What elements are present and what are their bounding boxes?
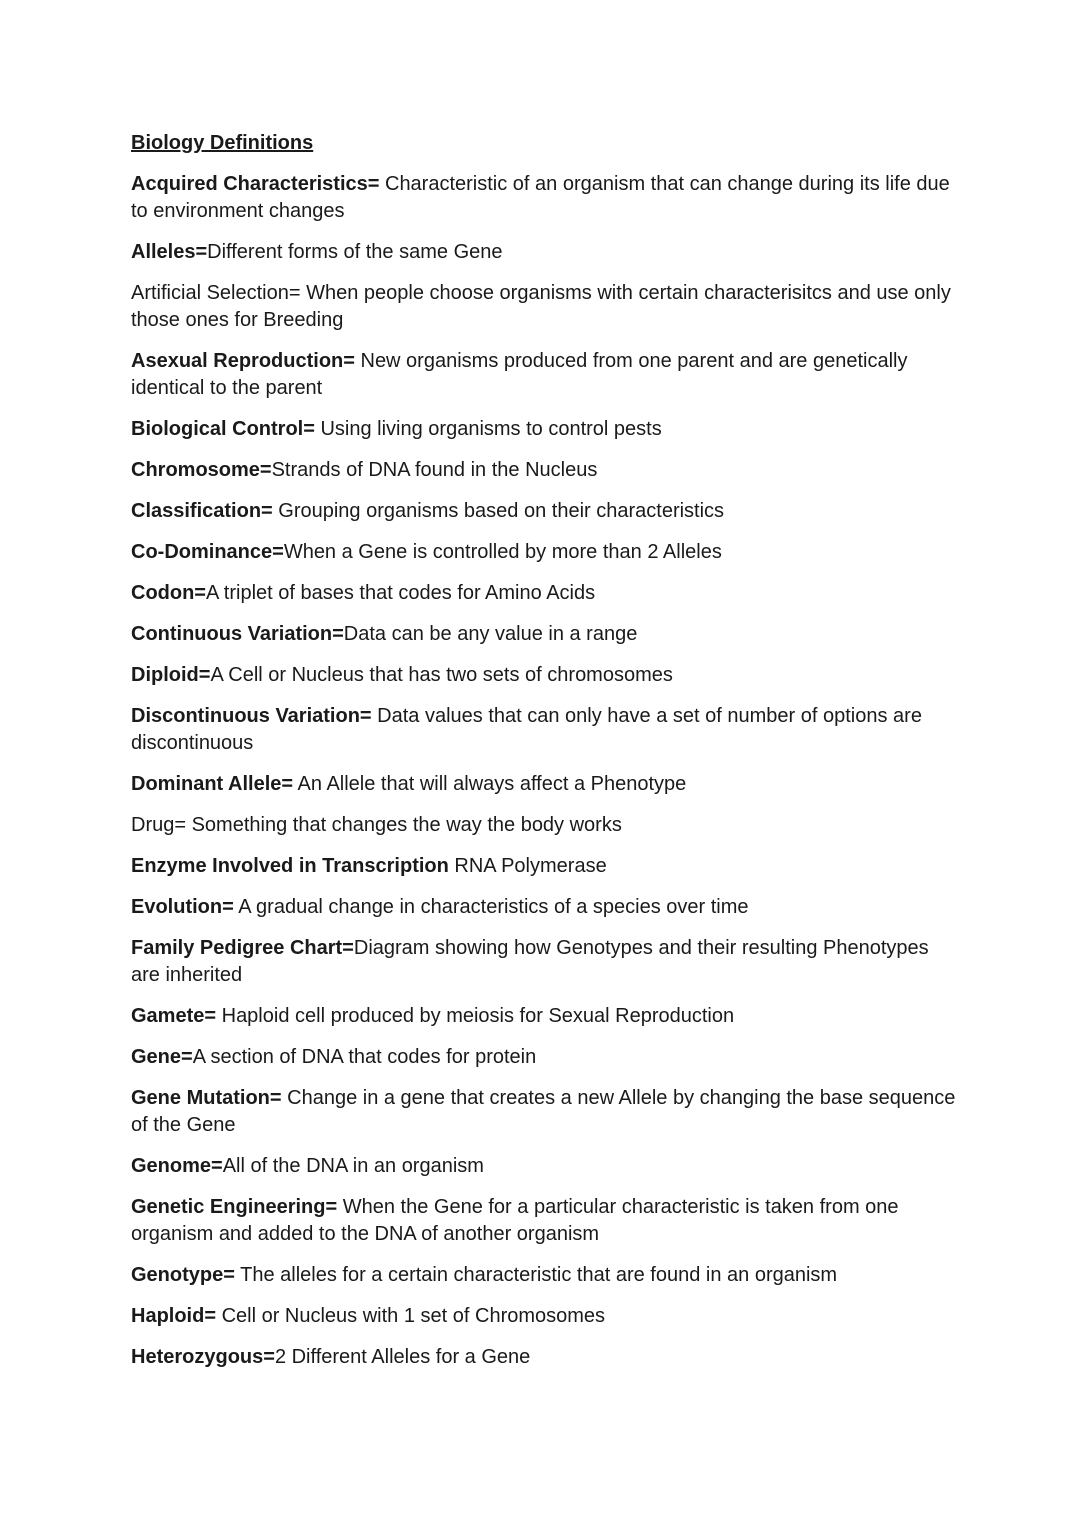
definition-term: Discontinuous Variation= [131,705,372,727]
definition-entry [131,812,961,839]
definition-entry [131,703,961,757]
definition-text: Different forms of the same Gene [207,241,503,263]
definition-text: When the Gene for a particular characteristic is taken from one organism and added to the DNA of another organism [131,1196,899,1245]
definition-entry [131,1344,961,1371]
definition-entry [131,416,961,443]
definition-term: Classification= [131,500,273,522]
definition-term: Continuous Variation= [131,623,344,645]
definition-text: A section of DNA that codes for protein [192,1046,537,1068]
definition-term: Drug= [131,814,187,836]
definition-text: A triplet of bases that codes for Amino Acids [206,582,596,604]
definition-text: All of the DNA in an organism [222,1155,484,1177]
definition-entry [131,621,961,648]
definition-text: New organisms produced from one parent and are genetically identical to the parent [131,350,908,399]
definition-entry [131,1085,961,1139]
definition-term: Haploid= [131,1305,217,1327]
definition-entry [131,539,961,566]
definition-text: When people choose organisms with certain characterisitcs and use only those ones for Breeding [131,282,951,331]
definition-entry [131,1194,961,1248]
definition-entry [131,457,961,484]
definition-term: Asexual Reproduction= [131,350,355,372]
definition-text: Using living organisms to control pests [314,418,662,440]
definition-text: RNA Polymerase [448,855,607,877]
definition-term: Alleles= [131,241,208,263]
definition-term: Genetic Engineering= [131,1196,338,1218]
definition-text: When a Gene is controlled by more than 2 Alleles [283,541,722,563]
definition-term: Family Pedigree Chart= [131,937,354,959]
definition-term: Gene= [131,1046,193,1068]
definition-term: Gamete= [131,1005,217,1027]
definition-text: Cell or Nucleus with 1 set of Chromosomes [216,1305,606,1327]
definition-text: 2 Different Alleles for a Gene [274,1346,531,1368]
definition-text: Data can be any value in a range [343,623,638,645]
document-title: Biology Definitions [131,132,314,154]
definition-entry [131,1153,961,1180]
definition-term: Gene Mutation= [131,1087,282,1109]
definition-term: Biological Control= [131,418,315,440]
definition-entry [131,894,961,921]
definition-entry [131,771,961,798]
definition-term: Chromosome= [131,459,272,481]
definition-text: Data values that can only have a set of number of options are discontinuous [131,705,922,754]
definition-text: A gradual change in characteristics of a species over time [233,896,749,918]
definition-term: Codon= [131,582,206,604]
definition-term: Evolution= [131,896,234,918]
definition-entry [131,935,961,989]
definition-text: Strands of DNA found in the Nucleus [271,459,598,481]
definition-term: Co-Dominance= [131,541,284,563]
definition-entry [131,348,961,402]
definition-term: Enzyme Involved in Transcription [131,855,449,877]
definition-entry [131,1262,961,1289]
definition-entry [131,280,961,334]
definition-text: Diagram showing how Genotypes and their resulting Phenotypes are inherited [131,937,929,986]
definition-term: Acquired Characteristics= [131,173,380,195]
definition-term: Genome= [131,1155,223,1177]
definition-entry [131,580,961,607]
definition-text: Characteristic of an organism that can change during its life due to environment changes [131,173,950,222]
definition-term: Genotype= [131,1264,235,1286]
definition-entry [131,1003,961,1030]
definition-entry [131,239,961,266]
definition-text: An Allele that will always affect a Phenotype [293,773,687,795]
definition-term: Heterozygous= [131,1346,275,1368]
definition-entry [131,498,961,525]
definition-term: Artificial Selection= [131,282,301,304]
definition-entry [131,171,961,225]
definition-text: Haploid cell produced by meiosis for Sexual Reproduction [216,1005,735,1027]
definition-text: The alleles for a certain characteristic that are found in an organism [234,1264,838,1286]
definition-entry [131,853,961,880]
definition-term: Diploid= [131,664,211,686]
definitions-list [131,171,961,1371]
definition-entry [131,662,961,689]
definition-text: Change in a gene that creates a new Allele by changing the base sequence of the Gene [131,1087,956,1136]
definition-text: A Cell or Nucleus that has two sets of chromosomes [210,664,673,686]
definition-text: Something that changes the way the body works [186,814,622,836]
definition-term: Dominant Allele= [131,773,294,795]
document-page [131,130,961,1385]
definition-entry [131,1303,961,1330]
definition-entry [131,1044,961,1071]
definition-text: Grouping organisms based on their characteristics [272,500,725,522]
